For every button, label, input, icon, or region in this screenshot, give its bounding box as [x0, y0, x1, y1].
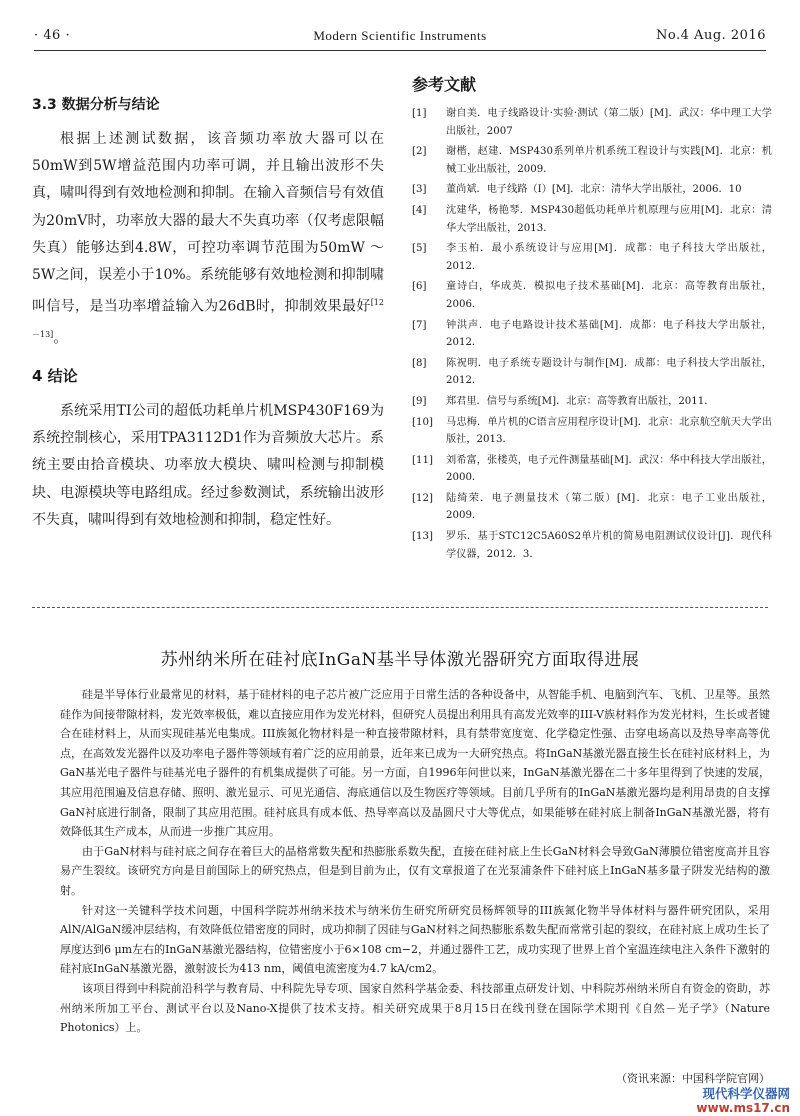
reference-text: 陆绮荣．电子测量技术（第二版）[M]．北京：电子工业出版社，2009．	[446, 492, 772, 522]
reference-item	[412, 355, 772, 390]
watermark-url: www.ms17.cn	[696, 1101, 790, 1115]
section-3-3-body: 根据上述测试数据，该音频功率放大器可以在50mW到5W增益范围内功率可调，并且输出波形不失真，啸叫得到有效地检测和抑制。在输入音频信号有效值为20mV时，功率放大器的最大不失真功率（仅考虑限幅失真）能够达到4.8W，可控功率调节范围为50mW ～ 5W之间，误差小于10%。系统能够有效地检测和抑制啸叫信号，是当功率增益输入为26dB时，抑制效果最好	[32, 131, 384, 315]
page-header	[34, 24, 766, 51]
news-title: 苏州纳米所在硅衬底InGaN基半导体激光器研究方面取得进展	[160, 650, 640, 670]
reference-text: 钟洪声．电子电路设计技术基础[M]．成都：电子科技大学出版社，2012．	[446, 319, 772, 349]
reference-text: 沈建华，杨艳琴．MSP430超低功耗单片机原理与应用[M]．北京：清华大学出版社，2013．	[446, 204, 772, 234]
references-title: 参考文献	[412, 75, 477, 94]
reference-number: [7]	[412, 319, 427, 331]
reference-text: 董尚斌．电子线路（Ⅰ）[M]．北京：清华大学出版社，2006．10	[446, 184, 742, 196]
reference-item	[412, 452, 772, 487]
reference-item	[412, 181, 772, 199]
reference-number: [5]	[412, 243, 427, 255]
dashed-divider	[32, 607, 768, 608]
news-paragraph: 硅是半导体行业最常见的材料，基于硅材料的电子芯片被广泛应用于日常生活的各种设备中，从智能手机、电脑到汽车、飞机、卫星等。虽然硅作为间接带隙材料，发光效率极低，难以直接应用作为发光材料，但研究人员提出利用具有高发光效率的III-V族材料作为发光材料，生长或者键合在硅材料上，从而实现硅基光电集成。III族氮化物材料是一种直接带隙材料，具有禁带宽度宽、化学稳定性强、击穿电场高以及热导率高等优点，在高效发光器件以及功率电子器件等领域有着广泛的应用前景，近年来已成为一大研究热点。将InGaN基激光器直接生长在硅衬底材料上，为GaN基光电子器件与硅基光电子器件的有机集成提供了可能。另一方面，自1996年问世以来，InGaN基激光器在二十多年里得到了快速的发展，其应用范围遍及信息存储、照明、激光显示、可见光通信、海底通信以及生物医疗等领域。目前几乎所有的InGaN基激光器均是利用昂贵的自支撑GaN衬底进行制备，限制了其应用范围。硅衬底具有成本低、热导率高以及晶圆尺寸大等优点，如果能够在硅衬底上制备InGaN基激光器，将有效降低其生产成本，从而进一步推广其应用。	[60, 688, 770, 839]
reference-list	[412, 105, 772, 563]
section-4-title: 4 结论	[32, 366, 78, 385]
reference-text: 谢楷，赵建．MSP430系列单片机系统工程设计与实践[M]．北京：机械工业出版社，2009．	[446, 146, 772, 175]
reference-number: [11]	[412, 454, 433, 466]
reference-number: [2]	[412, 146, 427, 158]
section-3-3-title: 3.3 数据分析与结论	[32, 97, 160, 113]
news-paragraph: 该项目得到中科院前沿科学与教育局、中科院先导专项、国家自然科学基金委、科技部重点研发计划、中科院苏州纳米所自有资金的资助，苏州纳米所加工平台、测试平台以及Nano-X提供了技术支持。相关研究成果于8月15日在线刊登在国际学术期刊《自然－光子学》（Nature Photonics）上。	[60, 981, 770, 1035]
reference-item	[412, 278, 772, 313]
news-body	[60, 685, 770, 1038]
journal-name: Modern Scientific Instruments	[313, 28, 487, 43]
page-number: · 46 ·	[34, 28, 71, 43]
watermark-name: 现代科学仪器网	[702, 1086, 790, 1101]
reference-text: 谢自美．电子线路设计·实验·测试（第二版）[M]．武汉：华中理工大学出版社，2007	[446, 108, 772, 137]
reference-item	[412, 528, 772, 563]
section-3-3-text	[32, 126, 384, 353]
reference-item	[412, 240, 772, 275]
reference-number: [6]	[412, 281, 427, 293]
section-3-3-end: 。	[53, 330, 68, 347]
reference-item	[412, 143, 772, 178]
reference-item	[412, 490, 772, 525]
references-column	[412, 72, 772, 566]
reference-text: 郑君里．信号与系统[M]．北京：高等教育出版社，2011．	[446, 395, 715, 407]
reference-number: [3]	[412, 184, 427, 196]
news-paragraph: 由于GaN材料与硅衬底之间存在着巨大的晶格常数失配和热膨胀系数失配，直接在硅衬底上生长GaN材料会导致GaN薄膜位错密度高并且容易产生裂纹。该研究方向是目前国际上的研究热点，但是到目前为止，仅有文章报道了在光泵浦条件下硅衬底上InGaN基多量子阱发光结构的激射。	[60, 844, 770, 897]
reference-text: 罗乐．基于STC12C5A60S2单片机的简易电阻测试仪设计[J]．现代科学仪器，2012．3．	[446, 531, 772, 560]
reference-number: [8]	[412, 357, 427, 369]
news-paragraph: 针对这一关键科学技术问题，中国科学院苏州纳米技术与纳米仿生研究所研究员杨辉领导的III族氮化物半导体材料与器件研究团队，采用AlN/AlGaN缓冲层结构，有效降低位错密度的同时，成功抑制了因硅与GaN材料之间热膨胀系数失配而常常引起的裂纹，在硅衬底上成功生长了厚度达到6 μm左右的InGaN基激光器结构，位错密度小于6×108 cm−2，并通过器件工艺，成功实现了世界上首个室温连续电注入条件下激射的硅衬底InGaN基激光器，激射波长为413 nm，阈值电流密度为4.7 kA/cm2。	[60, 903, 770, 976]
reference-text: 童诗白，华成英．模拟电子技术基础[M]．北京：高等教育出版社，2006．	[446, 281, 772, 310]
reference-number: [12]	[412, 492, 433, 504]
reference-item	[412, 105, 772, 140]
reference-number: [9]	[412, 395, 427, 407]
issue-info: No.4 Aug. 2016	[656, 28, 766, 43]
reference-item	[412, 414, 772, 449]
reference-number: [1]	[412, 108, 427, 119]
reference-number: [10]	[412, 416, 433, 428]
site-watermark	[696, 1086, 790, 1116]
reference-number: [4]	[412, 204, 427, 216]
reference-text: 刘希富，张楼英，电子元件测量基础[M]．武汉：华中科技大学出版社，2000．	[446, 454, 772, 484]
news-source: （资讯来源：中国科学院官网）	[616, 1072, 770, 1085]
reference-text: 马忠梅．单片机的C语言应用程序设计[M]．北京：北京航空航天大学出版社，2013．	[446, 416, 772, 446]
section-4-text: 系统采用TI公司的超低功耗单片机MSP430F169为系统控制核心，采用TPA3112D1作为音频放大芯片。系统主要由拾音模块、功率放大模块、啸叫检测与抑制模块、电源模块等电路组成。经过参数测试，系统输出波形不失真，啸叫得到有效地检测和抑制，稳定性好。	[32, 402, 384, 528]
reference-item	[412, 202, 772, 237]
reference-item	[412, 393, 772, 411]
citation-12-13: [12－13]	[32, 298, 384, 340]
reference-item	[412, 317, 772, 352]
reference-number: [13]	[412, 531, 433, 543]
left-column	[32, 94, 384, 534]
reference-text: 陈祝明．电子系统专题设计与制作[M]．成都：电子科技大学出版社，2012．	[446, 357, 772, 387]
reference-text: 李玉柏．最小系统设计与应用[M]．成都：电子科技大学出版社，2012．	[446, 243, 772, 272]
